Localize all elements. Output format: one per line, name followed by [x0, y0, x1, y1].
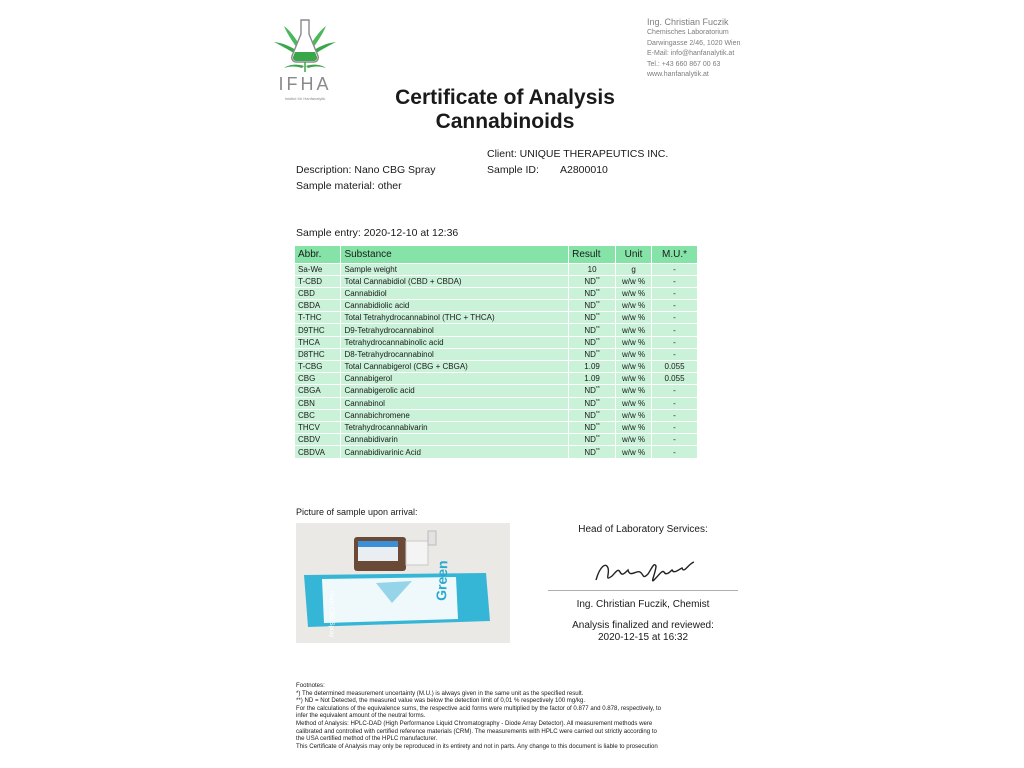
cell-abbr [295, 385, 341, 397]
cell-substance [341, 287, 569, 299]
cell-abbr [295, 300, 341, 312]
cell-result [569, 409, 616, 421]
cell-result-text: ND [584, 337, 596, 347]
cell-result [569, 312, 616, 324]
cell-mu [652, 287, 698, 299]
cell-result [569, 324, 616, 336]
cell-substance-text: Cannabichromene [344, 410, 410, 420]
cell-substance [341, 275, 569, 287]
cell-substance-text: D9-Tetrahydrocannabinol [344, 325, 434, 335]
cell-result [569, 275, 616, 287]
cell-substance [341, 397, 569, 409]
client: Client: UNIQUE THERAPEUTICS INC. [487, 148, 669, 160]
box-brand-text: Green [433, 560, 451, 602]
cell-unit-text: w/w % [621, 313, 646, 323]
cell-mu [652, 275, 698, 287]
cell-abbr-text: Sa-We [298, 264, 323, 274]
cell-unit [616, 397, 652, 409]
footnote-heading: Footnotes: [296, 682, 325, 689]
cell-abbr [295, 287, 341, 299]
cell-mu [652, 421, 698, 433]
cell-unit [616, 287, 652, 299]
cell-mu-text: - [673, 337, 676, 347]
cell-abbr [295, 446, 341, 458]
header-abbr: Abbr. [295, 246, 341, 263]
cell-unit [616, 336, 652, 348]
result-footnote-marker: ** [595, 301, 600, 308]
cell-mu [652, 434, 698, 446]
cell-unit [616, 421, 652, 433]
cell-unit-text: w/w % [621, 374, 646, 384]
cell-mu-text: 0.055 [664, 362, 685, 372]
cell-mu [652, 263, 698, 275]
cell-abbr-text: D9THC [298, 325, 325, 335]
cell-substance-text: Total Cannabigerol (CBG + CBGA) [344, 362, 468, 372]
cell-mu [652, 348, 698, 360]
cell-abbr-text: D8THC [298, 349, 325, 359]
cell-mu-text: - [673, 288, 676, 298]
cell-unit-text: w/w % [621, 447, 646, 457]
cell-substance [341, 348, 569, 360]
cell-substance-text: D8-Tetrahydrocannabinol [344, 349, 434, 359]
cell-unit [616, 324, 652, 336]
table-row [295, 312, 698, 324]
cell-unit-text: w/w % [621, 288, 646, 298]
cell-mu [652, 446, 698, 458]
cell-substance-text: Cannabidivarinic Acid [344, 447, 421, 457]
result-footnote-marker: ** [595, 276, 600, 283]
table-row [295, 287, 698, 299]
cell-mu [652, 300, 698, 312]
footnote-line: the USA certified method of the HPLC manufacturer. [296, 735, 438, 743]
table-row [295, 361, 698, 373]
signature-line [548, 590, 738, 591]
cell-substance [341, 336, 569, 348]
cell-substance [341, 434, 569, 446]
cell-result [569, 385, 616, 397]
cell-unit-text: w/w % [621, 325, 646, 335]
cell-abbr [295, 434, 341, 446]
footnote-line: *) The determined measurement uncertainty (M.U.) is always given in the same unit as the specified result. [296, 689, 584, 697]
cell-mu [652, 373, 698, 385]
cell-abbr [295, 421, 341, 433]
cell-result [569, 373, 616, 385]
cell-result [569, 336, 616, 348]
results-table [295, 246, 698, 458]
result-footnote-marker: ** [595, 288, 600, 295]
cell-abbr [295, 312, 341, 324]
cell-abbr-text: CBGA [298, 386, 321, 396]
sample-id-value: A2800010 [560, 164, 608, 176]
cell-unit [616, 385, 652, 397]
cell-result-text: ND [584, 325, 596, 335]
cell-result [569, 348, 616, 360]
ifha-logo [272, 16, 338, 104]
table-header-row [295, 246, 698, 263]
lab-line: Chemisches Laboratorium [647, 29, 729, 36]
result-footnote-marker: ** [595, 337, 600, 344]
cell-mu-text: - [673, 435, 676, 445]
lab-address: Darwingasse 2/46, 1020 Wien [647, 39, 741, 47]
footnote-line: Method of Analysis: HPLC-DAD (High Performance Liquid Chromatography - Diode Array Detector). All measurement methods were [296, 719, 653, 727]
cell-unit-text: w/w % [621, 362, 646, 372]
cell-mu [652, 324, 698, 336]
cell-substance-text: Sample weight [344, 264, 397, 274]
result-footnote-marker: ** [595, 447, 600, 454]
cell-substance-text: Tetrahydrocannabinolic acid [344, 337, 444, 347]
cell-unit [616, 446, 652, 458]
cell-abbr-text: CBDA [298, 301, 321, 311]
result-footnote-marker: ** [595, 398, 600, 405]
table-row [295, 324, 698, 336]
spray-bottle-photo [296, 523, 510, 643]
cell-substance [341, 300, 569, 312]
sample-entry: Sample entry: 2020-12-10 at 12:36 [296, 227, 459, 239]
table-row [295, 385, 698, 397]
logo-text: IFHA [278, 74, 332, 94]
cell-result-text: ND [584, 276, 596, 286]
result-footnote-marker: ** [595, 313, 600, 320]
cell-unit [616, 373, 652, 385]
cell-mu-text: - [673, 264, 676, 274]
cell-unit-text: w/w % [621, 423, 646, 433]
table-row [295, 434, 698, 446]
result-footnote-marker: ** [595, 423, 600, 430]
cell-substance [341, 361, 569, 373]
sample-photo [296, 523, 510, 643]
cell-substance [341, 446, 569, 458]
cell-abbr-text: THCA [298, 337, 320, 347]
lab-website: www.hanfanalytik.at [647, 71, 709, 78]
table-row [295, 263, 698, 275]
result-footnote-marker: ** [595, 349, 600, 356]
cell-result-text: ND [584, 301, 596, 311]
cell-unit-text: w/w % [621, 435, 646, 445]
cell-result-text: ND [584, 398, 596, 408]
cell-mu-text: - [673, 325, 676, 335]
cell-abbr [295, 409, 341, 421]
cell-abbr-text: T-THC [298, 313, 322, 323]
cell-abbr [295, 397, 341, 409]
cell-unit-text: w/w % [621, 398, 646, 408]
cell-mu [652, 409, 698, 421]
cell-mu [652, 336, 698, 348]
cell-mu [652, 361, 698, 373]
cell-mu-text: - [673, 313, 676, 323]
cell-abbr-text: T-CBD [298, 276, 322, 286]
finalized-date: 2020-12-15 at 16:32 [597, 632, 689, 643]
cell-result-text: ND [584, 435, 596, 445]
result-footnote-marker: ** [595, 410, 600, 417]
cell-result-text: ND [584, 386, 596, 396]
cell-result-text: 1.09 [584, 374, 600, 384]
cell-substance [341, 263, 569, 275]
cell-abbr [295, 263, 341, 275]
cell-mu-text: - [673, 410, 676, 420]
cell-result-text: ND [584, 447, 596, 457]
cell-substance [341, 373, 569, 385]
cell-mu-text: - [673, 447, 676, 457]
cell-unit-text: g [631, 264, 636, 274]
cell-unit-text: w/w % [621, 386, 646, 396]
cell-abbr-text: CBD [298, 288, 315, 298]
footnote-line: infer the equivalent amount of the neutral forms. [296, 712, 426, 720]
cell-mu-text: - [673, 423, 676, 433]
table-row [295, 409, 698, 421]
cell-result [569, 434, 616, 446]
cell-abbr [295, 336, 341, 348]
footnote-line: For the calculations of the equivalence sums, the respective acid forms were multiplied by the factor of 0.877 and 0.878, respectively, to [296, 704, 662, 712]
result-footnote-marker: ** [595, 325, 600, 332]
cell-unit-text: w/w % [621, 276, 646, 286]
result-footnote-marker: ** [595, 386, 600, 393]
cell-substance-text: Cannabidiolic acid [344, 301, 410, 311]
cell-substance-text: Cannabidivarin [344, 435, 398, 445]
cell-substance-text: Total Tetrahydrocannabinol (THC + THCA) [344, 313, 495, 323]
footnote-line: This Certificate of Analysis may only be reproduced in its entirety and not in parts. Any change to this document is liable to prosecution [296, 742, 658, 750]
table-row [295, 300, 698, 312]
cell-unit-text: w/w % [621, 301, 646, 311]
header-mu: M.U.* [652, 246, 698, 263]
cell-result-text: ND [584, 410, 596, 420]
cell-substance-text: Cannabinol [344, 398, 385, 408]
cell-unit-text: w/w % [621, 349, 646, 359]
header-result: Result [569, 246, 616, 263]
cell-result [569, 446, 616, 458]
finalized-block [548, 620, 738, 644]
lab-contact-info [647, 16, 740, 81]
title-line-1: Certificate of Analysis [395, 86, 615, 109]
cell-mu-text: - [673, 301, 676, 311]
cell-result [569, 397, 616, 409]
cannabis-flask-icon [272, 16, 338, 74]
cell-abbr-text: CBN [298, 398, 315, 408]
table-row [295, 421, 698, 433]
cell-substance [341, 312, 569, 324]
lab-phone: Tel.: +43 660 867 00 63 [647, 60, 721, 68]
cell-result-text: ND [584, 288, 596, 298]
cell-mu-text: 0.055 [664, 374, 685, 384]
cell-unit [616, 275, 652, 287]
description: Description: Nano CBG Spray [296, 164, 436, 176]
cell-result [569, 263, 616, 275]
cell-substance-text: Tetrahydrocannabivarin [344, 423, 428, 433]
finalized-label: Analysis finalized and reviewed: [572, 620, 714, 631]
sample-id-label: Sample ID: [487, 164, 539, 176]
sample-material: Sample material: other [296, 180, 402, 192]
cell-abbr-text: T-CBG [298, 362, 323, 372]
title-line-2: Cannabinoids [435, 110, 575, 133]
cell-substance-text: Cannabidiol [344, 288, 387, 298]
table-row [295, 336, 698, 348]
cell-result [569, 300, 616, 312]
sample-id-row [487, 164, 608, 176]
cell-result [569, 421, 616, 433]
cell-unit [616, 312, 652, 324]
cell-abbr-text: THCV [298, 423, 320, 433]
footnote-line: **) ND = Not Detected, the measured value was below the detection limit of 0,01 % respectively 100 mg/kg. [296, 697, 586, 705]
cell-abbr [295, 348, 341, 360]
cell-substance [341, 385, 569, 397]
lab-email: E-Mail: info@hanfanalytik.at [647, 50, 735, 57]
cell-substance [341, 421, 569, 433]
cell-substance-text: Cannabigerolic acid [344, 386, 415, 396]
cell-mu-text: - [673, 276, 676, 286]
cell-substance-text: Total Cannabidiol (CBD + CBDA) [344, 276, 462, 286]
cell-abbr-text: CBDVA [298, 447, 325, 457]
cell-mu-text: - [673, 386, 676, 396]
table-row [295, 348, 698, 360]
box-product-text: Nano CBG Spray [328, 591, 334, 638]
result-footnote-marker: ** [595, 435, 600, 442]
cell-unit [616, 263, 652, 275]
cell-mu [652, 397, 698, 409]
cell-abbr [295, 275, 341, 287]
cell-result-text: ND [584, 313, 596, 323]
footnote-line: calibrated and controlled with certified reference materials (CRM). The measurements with HPLC were carried out strictly according to [296, 727, 657, 735]
cell-abbr [295, 373, 341, 385]
cell-unit [616, 434, 652, 446]
cell-substance [341, 324, 569, 336]
cell-result-text: 10 [587, 264, 597, 274]
cell-result-text: ND [584, 423, 596, 433]
table-row [295, 397, 698, 409]
document-title [330, 86, 680, 134]
cell-mu-text: - [673, 349, 676, 359]
cell-abbr-text: CBG [298, 374, 316, 384]
cell-mu [652, 385, 698, 397]
cell-mu [652, 312, 698, 324]
cell-mu-text: - [673, 398, 676, 408]
cell-result-text: 1.09 [584, 362, 600, 372]
cell-unit-text: w/w % [621, 337, 646, 347]
cell-unit [616, 348, 652, 360]
cell-abbr-text: CBDV [298, 435, 321, 445]
cell-abbr [295, 361, 341, 373]
cell-abbr-text: CBC [298, 410, 315, 420]
signature [590, 556, 700, 591]
table-row [295, 275, 698, 287]
header-unit: Unit [616, 246, 652, 263]
cell-result [569, 361, 616, 373]
cell-unit [616, 361, 652, 373]
cell-result-text: ND [584, 349, 596, 359]
handwritten-signature-icon [590, 556, 700, 586]
lab-name: Ing. Christian Fuczik [647, 17, 729, 27]
cell-unit-text: w/w % [621, 410, 646, 420]
cell-result [569, 287, 616, 299]
header-substance: Substance [341, 246, 569, 263]
cell-abbr [295, 324, 341, 336]
cell-substance [341, 409, 569, 421]
cell-substance-text: Cannabigerol [344, 374, 393, 384]
logo-subtext: Institut für Hanfanalytik [284, 96, 326, 101]
cell-unit [616, 300, 652, 312]
footnotes [296, 682, 756, 750]
head-label: Head of Laboratory Services: [578, 524, 708, 535]
cell-unit [616, 409, 652, 421]
picture-label: Picture of sample upon arrival: [296, 507, 418, 517]
table-row [295, 446, 698, 458]
table-row [295, 373, 698, 385]
signer-name: Ing. Christian Fuczik, Chemist [576, 599, 710, 610]
